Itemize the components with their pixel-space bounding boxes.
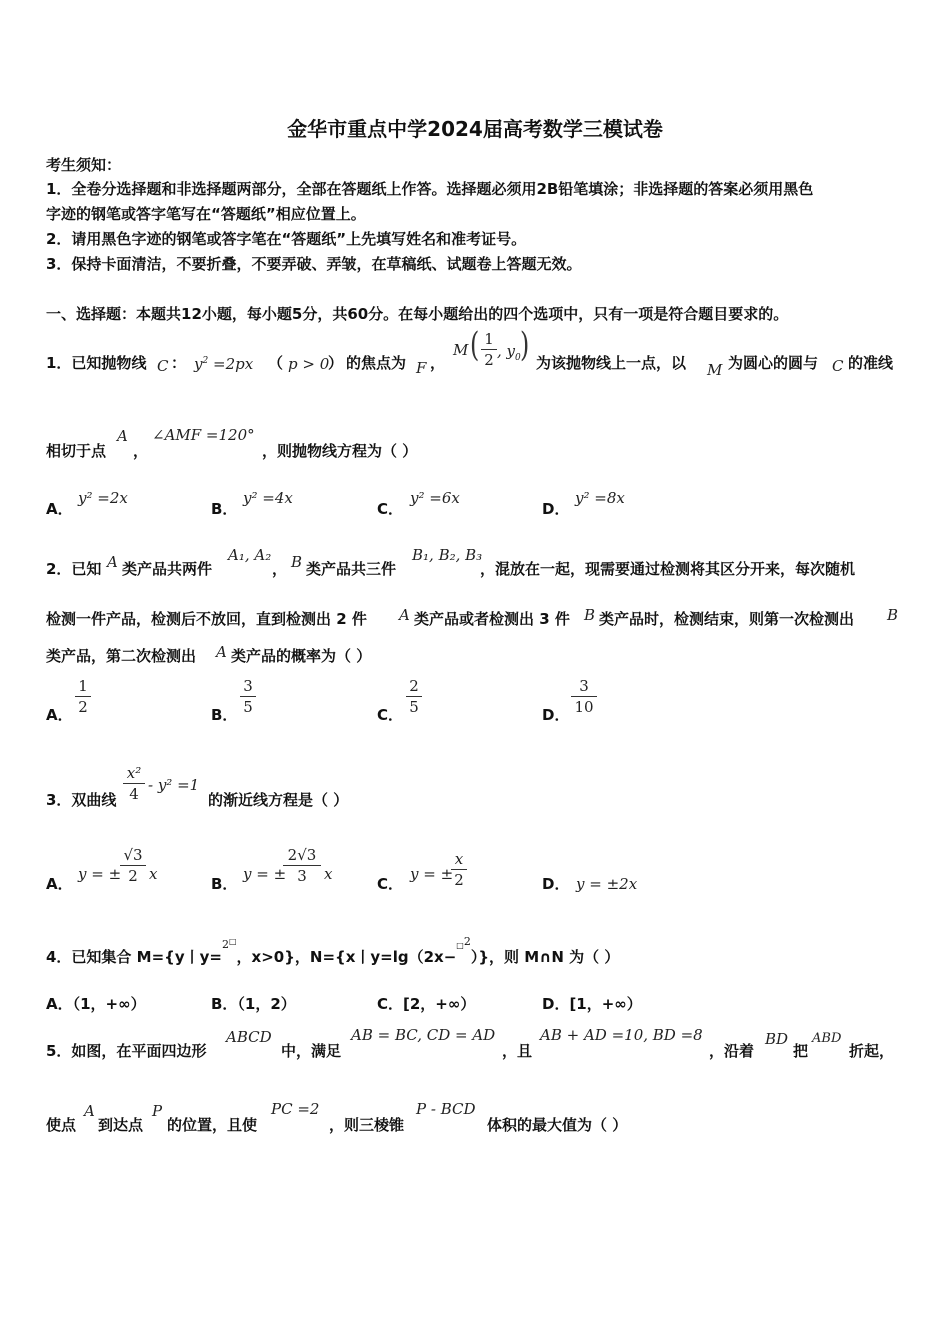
option-pre: y = ± (410, 865, 454, 883)
q1-right-paren: ) (519, 325, 530, 365)
q2-text: 类产品，第二次检测出 (46, 647, 197, 665)
option-label[interactable]: C． (377, 875, 404, 893)
q2-text: 检测一件产品，检测后不放回，直到检测出 2 件 (46, 610, 367, 628)
q1-text: 相切于点 (46, 442, 107, 460)
fraction-den: 4 (129, 785, 139, 803)
q2-text: 2．已知 (46, 560, 102, 578)
section-heading: 一、选择题：本题共12小题，每小题5分，共60分。在每小题给出的四个选项中，只有一项是符合题目要求的。 (46, 305, 789, 323)
option-pre: y = ± (243, 865, 287, 883)
fraction-bar (571, 696, 597, 697)
option-post: x (324, 865, 333, 883)
q3-text: 3．双曲线 (46, 791, 117, 809)
q4-text (46, 935, 620, 967)
fraction-num: 3 (579, 677, 589, 695)
q1-rparen: ） (328, 354, 344, 372)
option-fraction (120, 846, 146, 885)
option-label[interactable]: B．（1，2） (211, 995, 296, 1013)
q1-y0-text: , y (497, 342, 516, 360)
q5-text: 折起， (849, 1042, 895, 1060)
q5-quad: ABCD (226, 1028, 272, 1046)
option-label[interactable]: A．（1，+∞） (46, 995, 146, 1013)
fraction-den: 2 (454, 871, 464, 889)
q3-equation: - y² =1 (148, 776, 200, 794)
option-label[interactable]: B． (211, 500, 238, 518)
q5-text: ，则三棱锥 (329, 1116, 405, 1134)
q4-part: ）}，则 M∩N 为（ ） (470, 948, 620, 966)
option-fraction (75, 677, 91, 716)
q1-lparen: （ (268, 354, 284, 372)
q2-comma: ， (272, 560, 288, 578)
q1-comma: ， (430, 354, 446, 372)
q1-var-M: M (707, 361, 723, 379)
q1-colon: ： (171, 354, 187, 372)
notice-item: 1．全卷分选择题和非选择题两部分，全部在答题纸上作答。选择题必须用2B铅笔填涂；非选择题的答案必须用黑色 (46, 180, 814, 198)
q5-var-P: P (152, 1102, 163, 1120)
q2-var-B: B (584, 606, 596, 624)
fraction-num: 1 (78, 677, 88, 695)
q1-var-F: F (416, 359, 427, 377)
fraction-den: 5 (243, 698, 253, 716)
notice-heading: 考生须知： (46, 156, 122, 174)
q1-eq-sup: 2 (202, 356, 209, 366)
q1-y0 (497, 342, 521, 363)
option-value: y² =6x (410, 489, 460, 507)
option-label[interactable]: A． (46, 500, 73, 518)
fraction-num: 2√3 (287, 846, 317, 864)
q2-var-B: B (291, 553, 303, 571)
fraction-den: 3 (297, 867, 307, 885)
q1-text: 为圆心的圆与 (728, 354, 819, 372)
option-fraction (406, 677, 422, 716)
q1-text: 的准线 (848, 354, 894, 372)
q1-equation (194, 355, 253, 373)
fraction-den: 5 (409, 698, 419, 716)
q5-text: ，且 (502, 1042, 533, 1060)
q1-point-M: M (453, 341, 469, 359)
q4-exponent (456, 935, 471, 951)
q1-half (481, 330, 497, 369)
q2-var-A: A (399, 606, 410, 624)
q2-var-A: A (107, 553, 118, 571)
option-value: y² =8x (575, 489, 625, 507)
q1-var-A: A (117, 427, 128, 445)
fraction-bar (283, 865, 321, 866)
q2-text: 类产品共两件 (122, 560, 213, 578)
q4-part: 4．已知集合 M={y丨y= (46, 948, 222, 966)
q2-B-items: B₁, B₂, B₃ (412, 546, 483, 564)
notice-item: 3．保持卡面清洁，不要折叠，不要弄破、弄皱，在草稿纸、试题卷上答题无效。 (46, 255, 582, 273)
q5-text: 把 (793, 1042, 809, 1060)
q1-text: 1．已知抛物线 (46, 354, 147, 372)
fraction-num: 3 (243, 677, 253, 695)
option-value: y = ±2x (576, 875, 638, 893)
option-label[interactable]: C． (377, 706, 404, 724)
q2-text: 类产品共三件 (306, 560, 397, 578)
q5-ABD: ABD (812, 1031, 842, 1046)
q5-text: 的位置，且使 (167, 1116, 258, 1134)
option-value: y² =2x (78, 489, 128, 507)
fraction-num: √3 (123, 846, 143, 864)
option-fraction (571, 677, 597, 716)
q1-condition: p > 0 (288, 355, 330, 373)
q5-BD: BD (765, 1030, 789, 1048)
q1-var-C: C (832, 357, 844, 375)
notice-item: 字迹的钢笔或答字笔写在“答题纸”相应位置上。 (46, 205, 366, 223)
option-post: x (149, 865, 158, 883)
option-label[interactable]: B． (211, 706, 238, 724)
option-fraction (451, 850, 467, 889)
q1-half-num: 1 (484, 330, 494, 348)
q1-eq-y: y (194, 355, 203, 373)
q2-A-items: A₁, A₂ (228, 546, 272, 564)
option-pre: y = ± (78, 865, 122, 883)
fraction-den: 10 (574, 698, 594, 716)
q5-text: 中，满足 (281, 1042, 342, 1060)
option-label[interactable]: D． (542, 500, 570, 518)
fraction-bar (451, 869, 467, 870)
fraction-num: x² (126, 764, 142, 782)
q3-text: 的渐近线方程是（ ） (208, 791, 349, 809)
q1-comma: ， (133, 442, 149, 460)
q1-eq-rest: =2px (213, 355, 254, 373)
option-label[interactable]: A． (46, 875, 73, 893)
q2-text: 类产品或者检测出 3 件 (414, 610, 570, 628)
q5-var-A: A (84, 1102, 95, 1120)
q1-text: ，则抛物线方程为（ ） (262, 442, 418, 460)
option-fraction (283, 846, 321, 885)
q1-text: 为该抛物线上一点，以 (536, 354, 687, 372)
q1-angle: ∠AMF =120° (152, 426, 255, 444)
q1-var-C: C (157, 357, 169, 375)
q1-half-den: 2 (484, 351, 494, 369)
q5-text: 体积的最大值为（ ） (487, 1116, 628, 1134)
option-label[interactable]: C． (377, 500, 404, 518)
fraction-bar (406, 696, 422, 697)
q4-sup: 2 (221, 938, 229, 951)
option-value: y² =4x (243, 489, 293, 507)
q5-PC: PC =2 (271, 1100, 320, 1118)
option-label[interactable]: D．[1，+∞） (542, 995, 642, 1013)
q2-var-B: B (887, 606, 899, 624)
q4-sup: 2 (463, 935, 471, 948)
q2-text: ，混放在一起，现需要通过检测将其区分开来，每次随机 (480, 560, 856, 578)
option-label[interactable]: D． (542, 875, 570, 893)
q1-text: 的焦点为 (346, 354, 407, 372)
fraction-bar (481, 349, 497, 350)
q3-fraction (123, 764, 145, 803)
option-label[interactable]: B． (211, 875, 238, 893)
option-fraction (240, 677, 256, 716)
q5-eq1: AB = BC, CD = AD (351, 1026, 496, 1044)
q4-part: ，x>0}，N={x丨y=lg（2x− (236, 948, 457, 966)
q5-text: 到达点 (98, 1116, 144, 1134)
q5-text: 使点 (46, 1116, 77, 1134)
fraction-bar (75, 696, 91, 697)
fraction-den: 2 (78, 698, 88, 716)
option-label[interactable]: A． (46, 706, 73, 724)
q5-text: ，沿着 (709, 1042, 755, 1060)
q2-text: 类产品的概率为（ ） (231, 647, 372, 665)
fraction-num: 2 (409, 677, 419, 695)
q1-left-paren: ( (469, 325, 480, 365)
fraction-den: 2 (128, 867, 138, 885)
page-title: 金华市重点中学2024届高考数学三模试卷 (287, 117, 663, 141)
fraction-num: x (454, 850, 464, 868)
missing-glyph-icon: □ (228, 937, 237, 946)
option-label[interactable]: C．[2，+∞） (377, 995, 476, 1013)
fraction-bar (240, 696, 256, 697)
q5-eq2: AB + AD =10, BD =8 (540, 1026, 703, 1044)
q2-var-A: A (216, 643, 227, 661)
q5-tetra: P - BCD (416, 1100, 476, 1118)
option-label[interactable]: D． (542, 706, 570, 724)
q2-text: 类产品时，检测结束，则第一次检测出 (599, 610, 855, 628)
q1-y0-sub: 0 (515, 353, 521, 363)
fraction-bar (123, 783, 145, 784)
notice-item: 2．请用黑色字迹的钢笔或答字笔在“答题纸”上先填写姓名和准考证号。 (46, 230, 527, 248)
fraction-bar (120, 865, 146, 866)
q5-text: 5．如图，在平面四边形 (46, 1042, 207, 1060)
q4-exponent (222, 937, 237, 951)
missing-glyph-icon: □ (456, 941, 464, 950)
